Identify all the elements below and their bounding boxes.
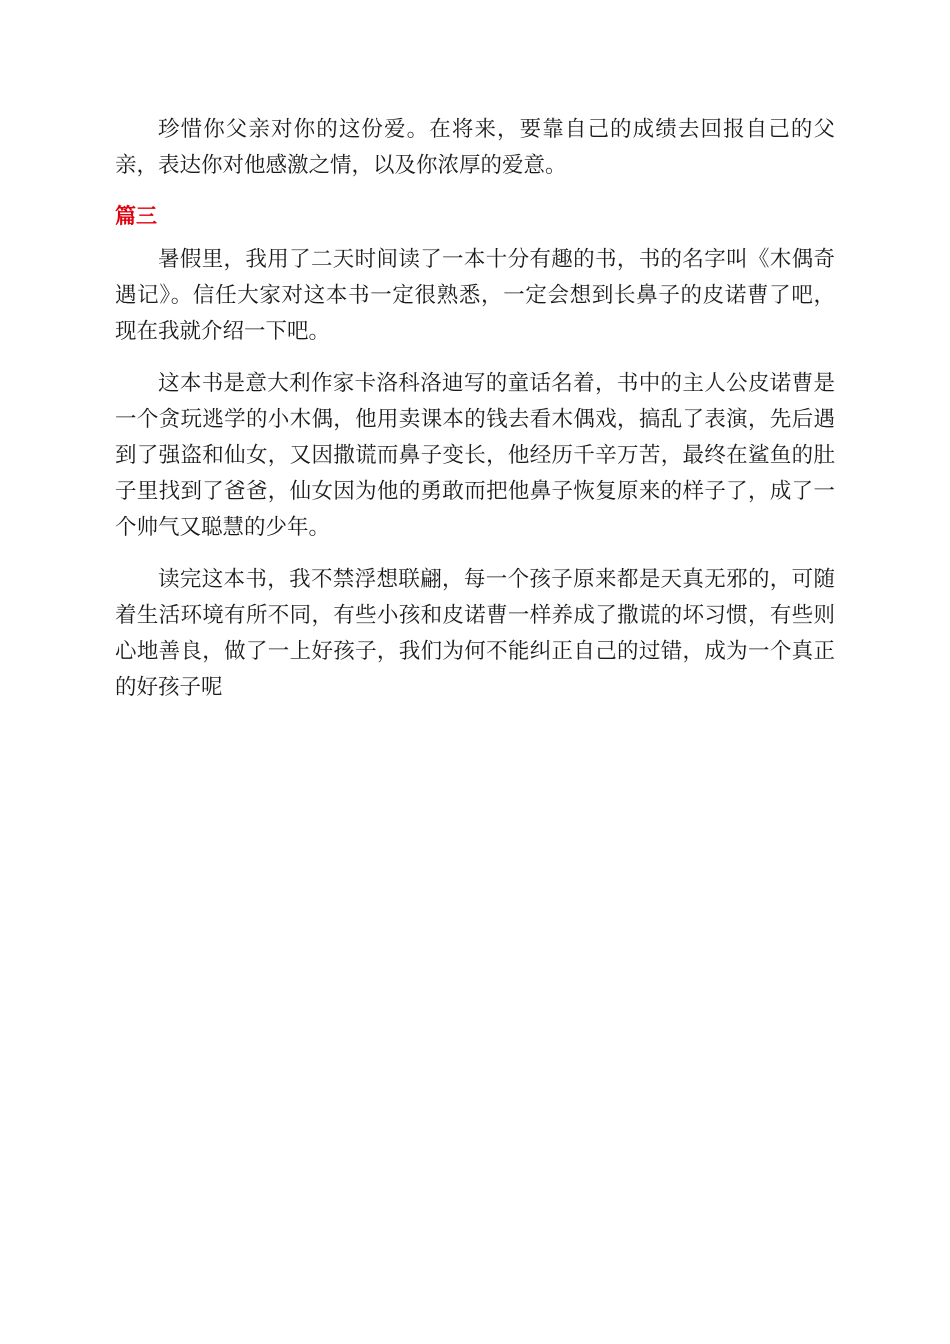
- paragraph-1: 暑假里，我用了二天时间读了一本十分有趣的书，书的名字叫《木偶奇遇记》。信任大家对这本书一定很熟悉，一定会想到长鼻子的皮诺曹了吧，现在我就介绍一下吧。: [115, 247, 835, 344]
- paragraph-intro: 珍惜你父亲对你的这份爱。在将来，要靠自己的成绩去回报自己的父亲，表达你对他感激之情，以及你浓厚的爱意。: [115, 117, 835, 178]
- paragraph-3: 读完这本书，我不禁浮想联翩，每一个孩子原来都是天真无邪的，可随着生活环境有所不同，有些小孩和皮诺曹一样养成了撒谎的坏习惯，有些则心地善良，做了一上好孩子，我们为何不能纠正自己的过错，成为一个真正的好孩子呢: [115, 567, 835, 700]
- document-body: [115, 112, 835, 706]
- section-heading: 篇三: [115, 204, 157, 228]
- paragraph-2: 这本书是意大利作家卡洛科洛迪写的童话名着，书中的主人公皮诺曹是一个贪玩逃学的小木偶，他用卖课本的钱去看木偶戏，搞乱了表演，先后遇到了强盗和仙女，又因撒谎而鼻子变长，他经历千辛万苦，最终在鲨鱼的肚子里找到了爸爸，仙女因为他的勇敢而把他鼻子恢复原来的样子了，成了一个帅气又聪慧的少年。: [115, 371, 835, 540]
